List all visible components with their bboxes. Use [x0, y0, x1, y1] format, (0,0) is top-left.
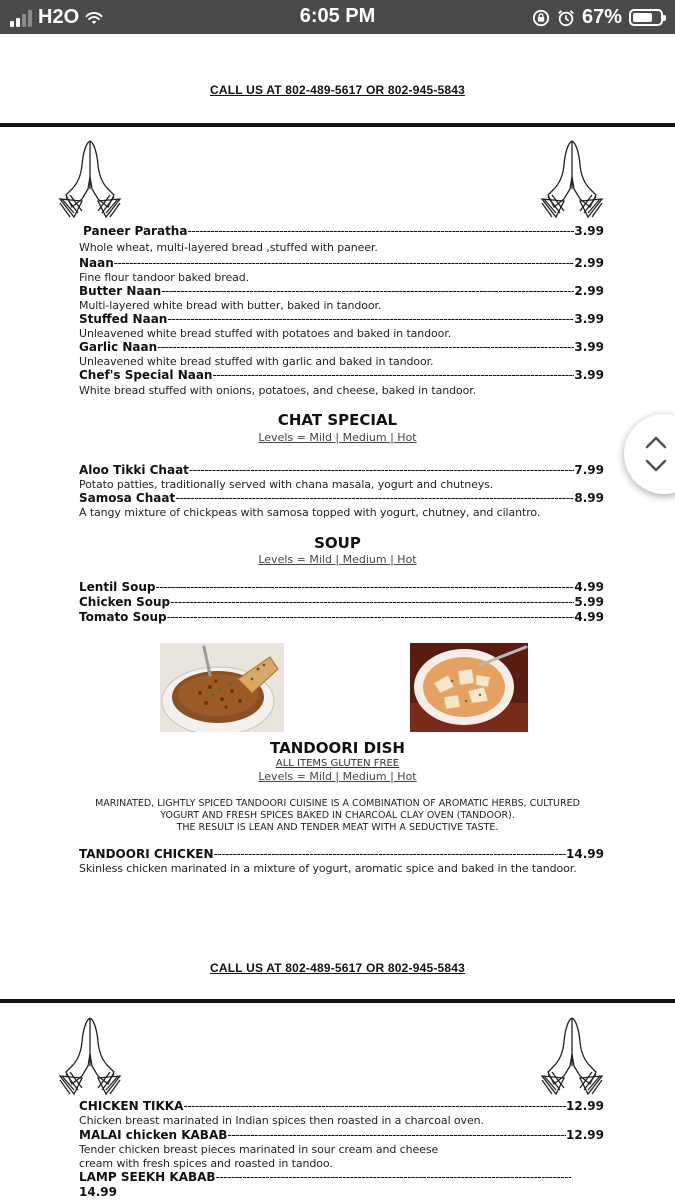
menu-item: Butter Naan ----- 2.99 Multi-layered white bread with butter, baked in tandoor. — [79, 284, 604, 313]
page-divider — [0, 123, 675, 127]
call-us-text[interactable]: CALL US AT 802-489-5617 OR 802-945-5843 — [209, 961, 466, 975]
section-title-chat-special: CHAT SPECIAL — [277, 411, 398, 429]
praying-hands-icon — [58, 1014, 122, 1096]
section-title-soup: SOUP — [314, 534, 361, 552]
alarm-icon — [557, 9, 575, 27]
lentil-soup-photo — [160, 643, 284, 732]
spice-levels: Levels = Mild | Medium | Hot — [258, 553, 417, 566]
menu-item: Chicken Soup ----- 5.99 — [79, 595, 604, 610]
menu-item: TANDOORI CHICKEN ----- 14.99 Skinless chicken marinated in a mixture of yogurt, aromatic spice and baked in the tandoor. — [79, 847, 604, 876]
menu-item: Samosa Chaat ----- 8.99 A tangy mixture of chickpeas with samosa topped with yogurt, chutney, and cilantro. — [79, 491, 604, 520]
battery-percent: 67% — [581, 6, 622, 28]
menu-item: LAMP SEEKH KABAB ----- 14.99 — [79, 1170, 571, 1200]
praying-hands-icon — [58, 137, 122, 219]
call-us-text[interactable]: CALL US AT 802-489-5617 OR 802-945-5843 — [209, 83, 466, 97]
menu-item-desc: Whole wheat, multi-layered bread ,stuffed with paneer. — [79, 241, 378, 254]
carrier-name: H2O — [38, 6, 80, 28]
battery-icon — [629, 9, 663, 26]
gluten-free-note: ALL ITEMS GLUTEN FREE — [275, 758, 400, 769]
praying-hands-icon — [540, 1014, 604, 1096]
menu-item: Tomato Soup ----- 4.99 — [79, 610, 604, 625]
chevron-up-icon[interactable] — [644, 434, 668, 450]
menu-item: Paneer Paratha ----- 3.99 — [83, 224, 604, 239]
menu-item: Chef's Special Naan ----- 3.99 White bread stuffed with onions, potatoes, and cheese, baked in tandoor. — [79, 368, 604, 398]
spice-levels: Levels = Mild | Medium | Hot — [258, 770, 417, 783]
clock: 6:05 PM — [299, 5, 376, 27]
orientation-lock-icon — [532, 9, 550, 27]
menu-item: Lentil Soup ----- 4.99 — [79, 580, 604, 595]
menu-item: Aloo Tikki Chaat ----- 7.99 Potato patties, traditionally served with chana masala, yogurt and chutneys. — [79, 463, 604, 492]
praying-hands-icon — [540, 137, 604, 219]
tandoori-description: MARINATED, LIGHTLY SPICED TANDOORI CUISINE IS A COMBINATION OF AROMATIC HERBS, CULTURED YOGURT AND FRESH SPICES BAKED IN CHARCOAL CLAY OVEN (TANDOOR). THE RESULT IS LEAN AND TENDER MEAT WITH A SEDUCTIVE TASTE. — [95, 798, 580, 833]
section-title-tandoori: TANDOORI DISH — [270, 739, 405, 757]
spice-levels: Levels = Mild | Medium | Hot — [258, 431, 417, 444]
chicken-soup-photo — [410, 643, 528, 732]
menu-item: Naan ----- 2.99 Fine flour tandoor baked bread. — [79, 256, 604, 285]
menu-item: CHICKEN TIKKA ----- 12.99 Chicken breast marinated in Indian spices then roasted in a charcoal oven. — [79, 1099, 604, 1128]
menu-item: Stuffed Naan ----- 3.99 Unleavened white bread stuffed with potatoes and baked in tandoor. — [79, 312, 604, 341]
status-bar — [0, 0, 675, 34]
menu-item: Garlic Naan ----- 3.99 Unleavened white bread stuffed with garlic and baked in tandoor. — [79, 340, 604, 369]
chevron-down-icon[interactable] — [644, 458, 668, 474]
page-divider — [0, 999, 675, 1003]
menu-item: MALAI chicken KABAB ----- 12.99 Tender chicken breast pieces marinated in sour cream and cheese cream with fresh spices and roasted in tandoo. — [79, 1128, 604, 1171]
